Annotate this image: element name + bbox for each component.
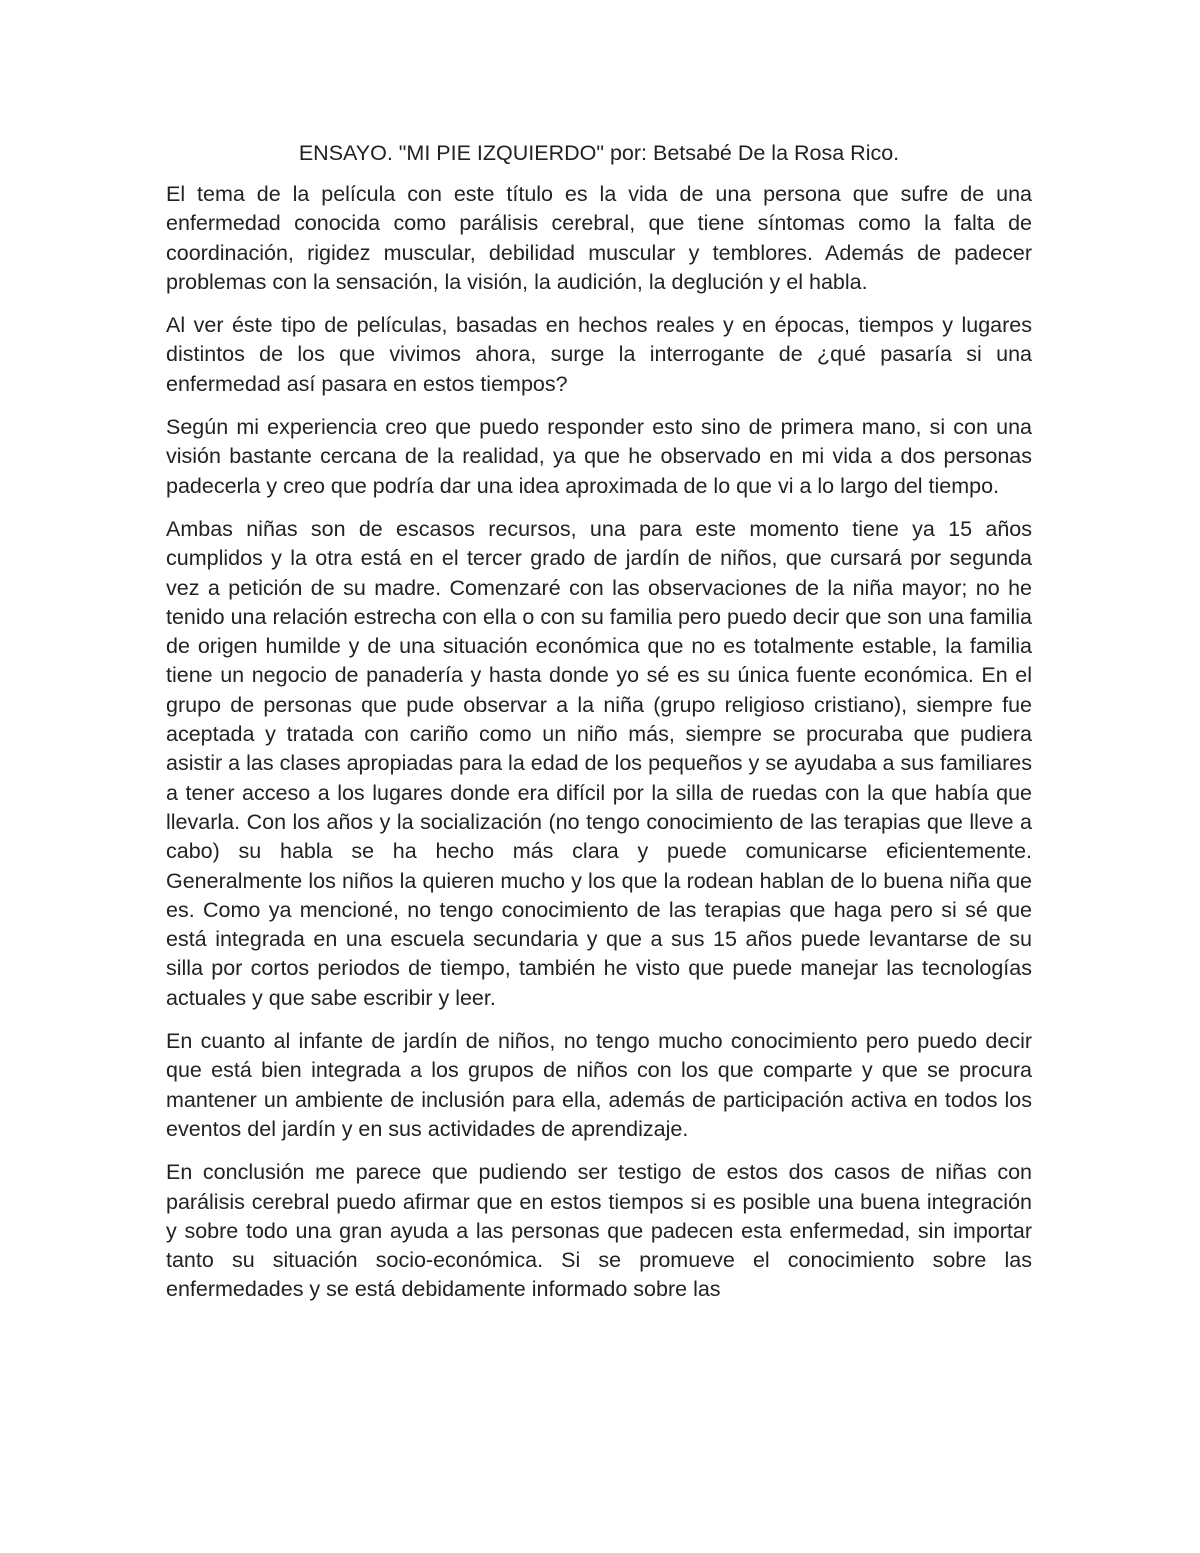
document-body [166,136,1032,1319]
paragraph-conclusion: En conclusión me parece que pudiendo ser testigo de estos dos casos de niñas con parálisis cerebral puedo afirmar que en estos tiempos si es posible una buena integración y sobre todo una gran ayuda a las personas que padecen esta enfermedad, sin importar tanto su situación socio-económica. Si se promueve el conocimiento sobre las enfermedades y se está debidamente informado sobre las [166,1160,1032,1302]
paragraph-intro: El tema de la película con este título es la vida de una persona que sufre de una enfermedad conocida como parálisis cerebral, que tiene síntomas como la falta de coordinación, rigidez muscular, debilidad muscular y temblores. Además de padecer problemas con la sensación, la visión, la audición, la deglución y el habla. [166,182,1032,294]
paragraph-kindergarten-girl: En cuanto al infante de jardín de niños, no tengo mucho conocimiento pero puedo decir que está bien integrada a los grupos de niños con los que comparte y que se procura mantener un ambiente de inclusión para ella, además de participación activa en todos los eventos del jardín y en sus actividades de aprendizaje. [166,1029,1032,1141]
paragraph-older-girl: Ambas niñas son de escasos recursos, una para este momento tiene ya 15 años cumplidos y la otra está en el tercer grado de jardín de niños, que cursará por segunda vez a petición de su madre. Comenzaré con las observaciones de la niña mayor; no he tenido una relación estrecha con ella o con su familia pero puedo decir que son una familia de origen humilde y de una situación económica que no es totalmente estable, la familia tiene un negocio de panadería y hasta donde yo sé es su única fuente económica. En el grupo de personas que pude observar a la niña (grupo religioso cristiano), siempre fue aceptada y tratada con cariño como un niño más, siempre se procuraba que pudiera asistir a las clases apropiadas para la edad de los pequeños y se ayudaba a sus familiares a tener acceso a los lugares donde era difícil por la silla de ruedas con la que había que llevarla. Con los años y la socialización (no tengo conocimiento de las terapias que lleve a cabo) su habla se ha hecho más clara y puede comunicarse eficientemente. Generalmente los niños la quieren mucho y los que la rodean hablan de lo buena niña que es. Como ya mencioné, no tengo conocimiento de las terapias que haga pero si sé que está integrada en una escuela secundaria y que a sus 15 años puede levantarse de su silla por cortos periodos de tiempo, también he visto que puede manejar las tecnologías actuales y que sabe escribir y leer. [166,516,1032,1010]
document-title: ENSAYO. "MI PIE IZQUIERDO" por: Betsabé De la Rosa Rico. [298,141,900,165]
paragraph-experience: Según mi experiencia creo que puedo responder esto sino de primera mano, si con una visión bastante cercana de la realidad, ya que he observado en mi vida a dos personas padecerla y creo que podría dar una idea aproximada de lo que vi a lo largo del tiempo. [166,415,1032,498]
paragraph-question: Al ver éste tipo de películas, basadas en hechos reales y en épocas, tiempos y lugares distintos de los que vivimos ahora, surge la interrogante de ¿qué pasaría si una enfermedad así pasara en estos tiempos? [166,313,1032,396]
